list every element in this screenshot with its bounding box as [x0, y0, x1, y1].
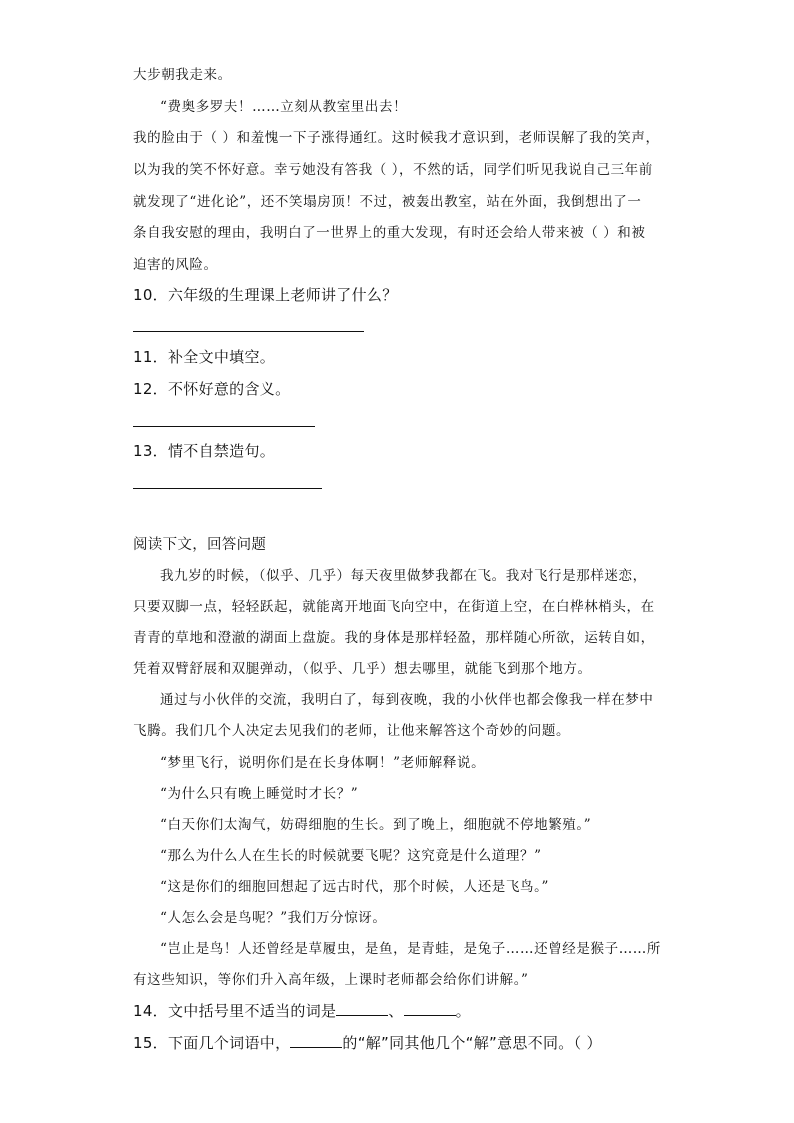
passage1-line: 条自我安慰的理由，我明白了一世界上的重大发现，有时还会给人带来被（ ）和被 [133, 225, 646, 241]
question-14-end: 。 [455, 1002, 471, 1020]
passage2-line: “岂止是鸟！人还曾经是草履虫，是鱼，是青蛙，是兔子……还曾经是猴子……所 [160, 941, 662, 957]
passage1-line: 以为我的笑不怀好意。幸亏她没有答我（ ），不然的话，同学们听见我说自己三年前 [133, 162, 653, 178]
passage2-line: “人怎么会是鸟呢？”我们万分惊讶。 [160, 910, 387, 926]
question-10: 10．六年级的生理课上老师讲了什么？ [133, 286, 398, 304]
passage2-line: 我九岁的时候，（似乎、几乎）每天夜里做梦我都在飞。我对飞行是那样迷恋， [160, 568, 647, 584]
passage1-line: 就发现了“进化论”，还不笑塌房顶！不过，被轰出教室，站在外面，我倒想出了一 [133, 194, 642, 210]
question-11: 11．补全文中填空。 [133, 348, 276, 366]
question-15 [133, 1033, 602, 1053]
passage2-line: 青青的草地和澄澈的湖面上盘旋。我的身体是那样轻盈，那样随心所欲，运转自如， [133, 630, 655, 646]
passage2-line: “那么为什么人在生长的时候就要飞呢？这究竟是什么道理？” [160, 848, 542, 864]
passage1-line: 我的脸由于（ ）和羞愧一下子涨得通红。这时候我才意识到，老师误解了我的笑声， [133, 130, 660, 146]
passage2-line: 飞腾。我们几个人决定去见我们的老师，让他来解答这个奇妙的问题。 [133, 723, 571, 739]
passage2-line: “梦里飞行，说明你们是在长身体啊！”老师解释说。 [160, 755, 486, 771]
section-heading: 阅读下文，回答问题 [133, 537, 267, 553]
passage2-line: 凭着双臂舒展和双腿弹动，（似乎、几乎）想去哪里，就能飞到那个地方。 [133, 661, 592, 677]
question-15-text: 15．下面几个词语中， [133, 1034, 291, 1052]
question-12: 12．不怀好意的含义。 [133, 380, 291, 398]
answer-blank[interactable] [290, 1033, 342, 1048]
question-14 [133, 1001, 471, 1021]
answer-line[interactable] [133, 488, 322, 489]
passage2-line: “为什么只有晚上睡觉时才长？” [160, 786, 359, 802]
answer-line[interactable] [133, 331, 364, 332]
passage1-line: 大步朝我走来。 [133, 67, 232, 83]
passage2-line: 只要双脚一点，轻轻跃起，就能离开地面飞向空中，在街道上空，在白桦林梢头，在 [133, 599, 655, 615]
question-14-separator: 、 [388, 1002, 404, 1020]
question-14-text: 14．文中括号里不适当的词是 [133, 1002, 337, 1020]
answer-blank[interactable] [336, 1001, 388, 1016]
passage1-line: “费奥多罗夫！……立刻从教室里出去！ [160, 99, 408, 115]
answer-line[interactable] [133, 426, 315, 427]
passage2-line: 有这些知识，等你们升入高年级，上课时老师都会给你们讲解。” [133, 972, 529, 988]
passage1-line: 迫害的风险。 [133, 257, 218, 273]
passage2-line: 通过与小伙伴的交流，我明白了，每到夜晚，我的小伙伴也都会像我一样在梦中 [160, 692, 654, 708]
passage2-line: “白天你们太淘气，妨碍细胞的生长。到了晚上，细胞就不停地繁殖。” [160, 817, 592, 833]
passage2-line: “这是你们的细胞回想起了远古时代，那个时候，人还是飞鸟。” [160, 879, 549, 895]
question-13: 13．情不自禁造句。 [133, 442, 276, 460]
question-15-suffix: 的“解”同其他几个“解”意思不同。（ ） [342, 1034, 602, 1052]
answer-blank[interactable] [404, 1001, 456, 1016]
